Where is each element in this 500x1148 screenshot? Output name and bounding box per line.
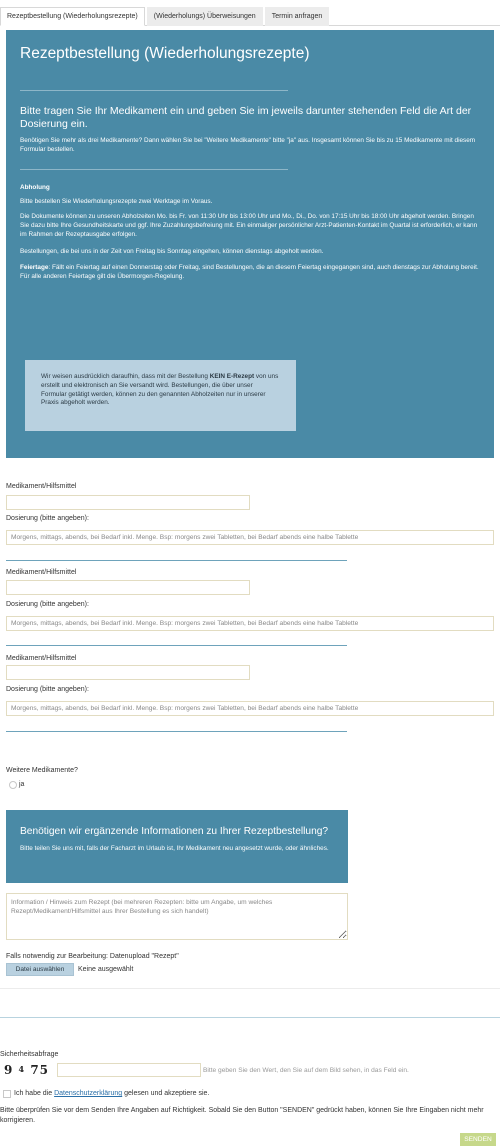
tab-bar — [0, 7, 500, 26]
e-rezept-notice — [25, 360, 296, 431]
separator — [6, 645, 347, 646]
separator — [6, 731, 347, 732]
page-title: Rezeptbestellung (Wiederholungsrezepte) — [20, 45, 310, 62]
holiday-text — [20, 264, 480, 282]
holiday-label: Feiertage — [20, 264, 49, 272]
pickup-text-1: Bitte bestellen Sie Wiederholungsrezepte zwei Werktage im Voraus. — [20, 198, 213, 206]
med-input-1[interactable] — [6, 495, 250, 510]
privacy-pre: Ich habe die — [14, 1090, 55, 1097]
med-label-2: Medikament/Hilfsmittel — [6, 569, 77, 576]
privacy-link[interactable]: Datenschutzerklärung — [54, 1090, 123, 1097]
extra-info-title: Benötigen wir ergänzende Informationen zu Ihrer Rezeptbestellung? — [20, 826, 329, 837]
intro-text: Bitte tragen Sie Ihr Medikament ein und geben Sie im jeweils darunter stehenden Feld die Art der Dosierung ein. — [20, 105, 472, 130]
notice-bold: KEIN E-Rezept — [209, 373, 255, 380]
divider — [20, 169, 288, 170]
info-panel — [6, 30, 494, 458]
more-meds-text: Benötigen Sie mehr als drei Medikamente? Dann wählen Sie bei "Weitere Medikamente" bitte "ja" aus. Insgesamt können Sie bis zu 15 Medikamente mit diesem Formular bestellen. — [20, 137, 476, 153]
med-label-1: Medikament/Hilfsmittel — [6, 483, 77, 490]
pickup-text-3: Bestellungen, die bei uns in der Zeit von Freitag bis Sonntag eingehen, können dienstags abgeholt werden. — [20, 247, 324, 255]
med-input-3[interactable] — [6, 665, 250, 680]
more-meds-radio[interactable] — [9, 781, 17, 789]
pickup-heading: Abholung — [20, 183, 50, 191]
send-button[interactable]: SENDEN — [460, 1133, 496, 1146]
upload-label: Falls notwendig zur Bearbeitung: Datenupload "Rezept" — [6, 953, 179, 960]
more-meds-label: Weitere Medikamente? — [6, 767, 78, 774]
captcha-image — [4, 1063, 49, 1077]
notice-pre: Wir weisen ausdrücklich daraufhin, dass mit der Bestellung — [41, 373, 210, 380]
dose-label-3: Dosierung (bitte angeben): — [6, 686, 89, 693]
security-label: Sicherheitsabfrage — [0, 1051, 59, 1058]
dose-input-2[interactable] — [6, 616, 494, 631]
extra-info-text: Bitte teilen Sie uns mit, falls der Facharzt im Urlaub ist, Ihr Medikament neu angesetzt wurde, oder ähnliches. — [20, 845, 329, 852]
file-status: Keine ausgewählt — [78, 966, 134, 973]
divider — [0, 988, 500, 989]
med-input-2[interactable] — [6, 580, 250, 595]
tab-termin[interactable]: Termin anfragen — [265, 7, 330, 26]
captcha-digit: 75 — [30, 1063, 50, 1077]
extra-info-panel — [6, 810, 348, 883]
med-label-3: Medikament/Hilfsmittel — [6, 655, 77, 662]
pickup-text-2: Die Dokumente können zu unseren Abholzeiten Mo. bis Fr. von 11:30 Uhr bis 13:00 Uhr und Mo., Di., Do. von 17:15 Uhr bis 18:00 Uhr abgeholt werden. Bringen Sie dazu bitte Ihre Gesundheitskarte und ggf. Ihre Zuzahlungsbefreiung mit. Ein einmaliger persönlicher Arzt-Patienten-Kontakt im Quartal ist erforderlich, er kann im Rahmen der Rezeptausgabe erfolgen. — [20, 213, 478, 238]
dose-label-2: Dosierung (bitte angeben): — [6, 601, 89, 608]
privacy-label — [14, 1090, 209, 1097]
captcha-hint: Bitte geben Sie den Wert, den Sie auf dem Bild sehen, in das Feld ein. — [203, 1067, 409, 1074]
tab-ueberweisungen[interactable]: (Wiederholungs) Überweisungen — [147, 7, 263, 26]
notice-post: von uns erstellt und elektronisch an Sie versandt wird. Bestellungen, die über unser Formular getätigt werden, können zu den genannten Abholzeiten nur in unserer Praxis abgeholt werden. — [41, 373, 279, 407]
divider — [0, 1017, 500, 1018]
file-select-button[interactable]: Datei auswählen — [6, 963, 74, 976]
separator — [6, 560, 347, 561]
captcha-digit: 4 — [18, 1064, 26, 1074]
tab-rezeptbestellung[interactable]: Rezeptbestellung (Wiederholungsrezepte) — [0, 7, 145, 26]
more-meds-option: ja — [19, 781, 25, 788]
dose-input-3[interactable] — [6, 701, 494, 716]
final-note: Bitte überprüfen Sie vor dem Senden Ihre Angaben auf Richtigkeit. Sobald Sie den Button "SENDEN" gedrückt haben, können Sie Ihre Eingaben nicht mehr korrigieren. — [0, 1107, 484, 1124]
dose-input-1[interactable] — [6, 530, 494, 545]
captcha-input[interactable] — [57, 1063, 201, 1077]
extra-info-textarea[interactable] — [6, 893, 348, 940]
dose-label-1: Dosierung (bitte angeben): — [6, 515, 89, 522]
captcha-digit: 9 — [4, 1063, 14, 1077]
divider — [20, 90, 288, 91]
holiday-body: : Fällt ein Feiertag auf einen Donnerstag oder Freitag, sind Bestellungen, die an diesem Feiertag eingegangen sind, auch dienstags zur Abholung bereit. Für alle anderen Feiertage gilt die Übermorgen-Regelung. — [20, 264, 479, 281]
privacy-checkbox[interactable] — [3, 1090, 11, 1098]
privacy-post: gelesen und akzeptiere sie. — [122, 1090, 210, 1097]
